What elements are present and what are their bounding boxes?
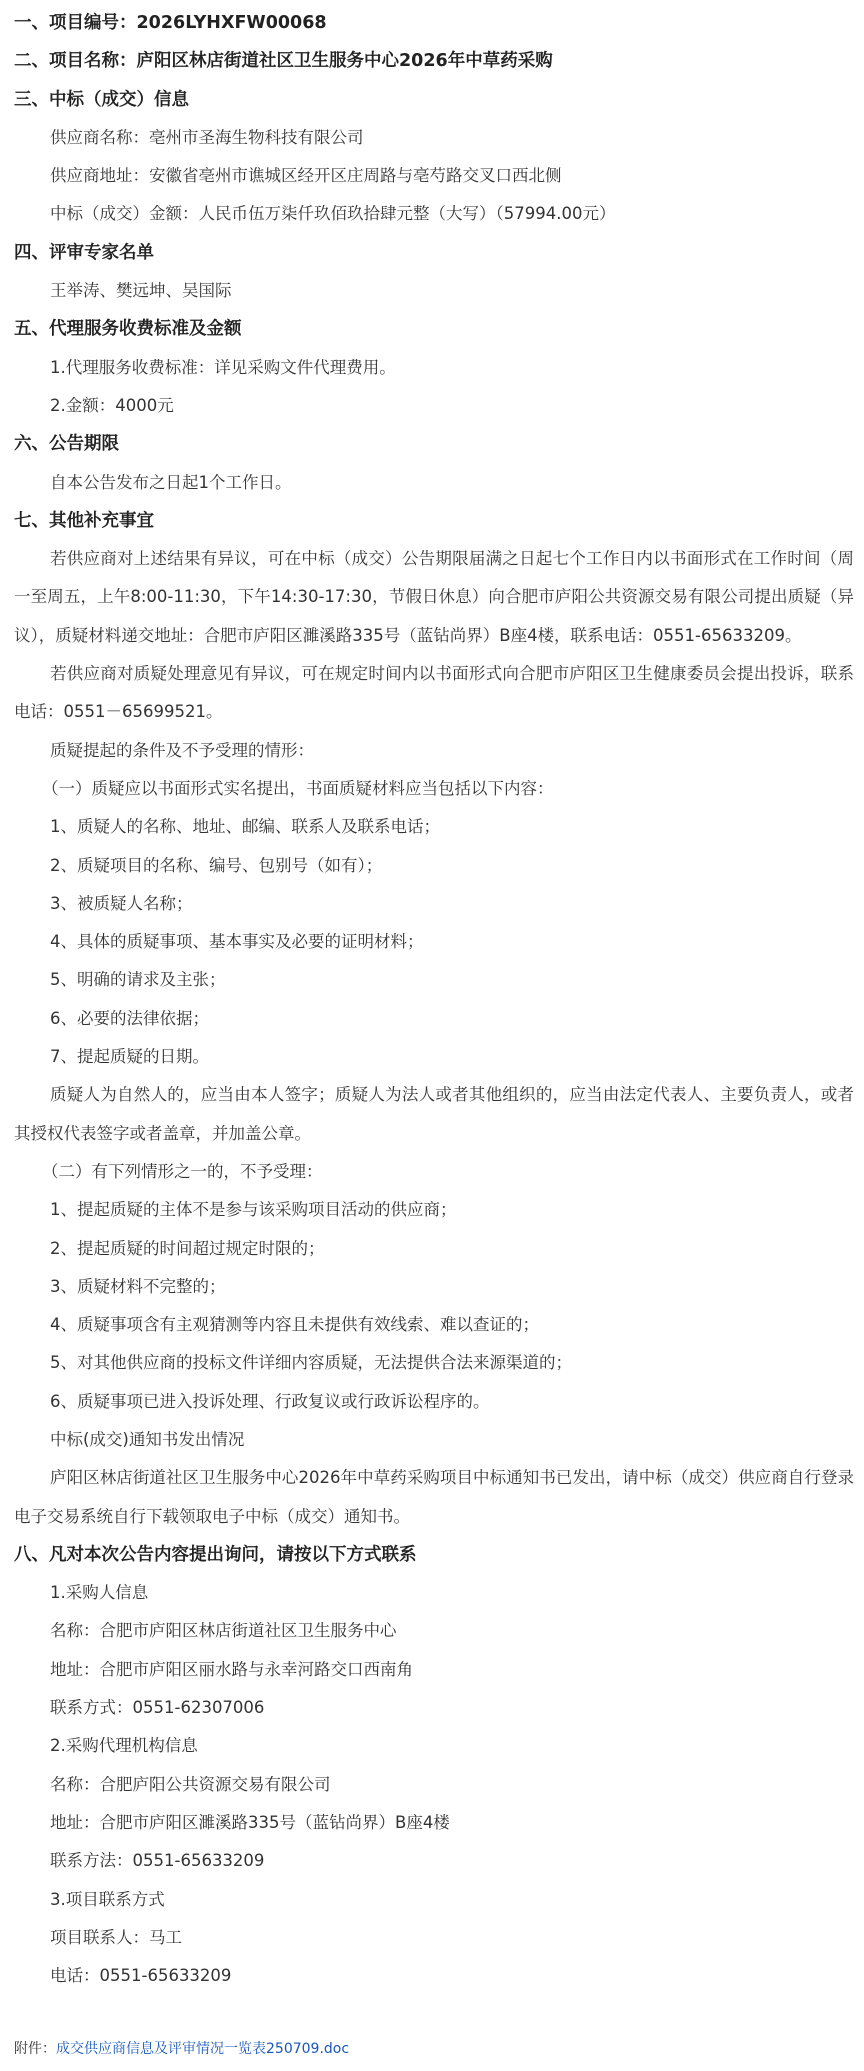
- requirement-item: 3、被质疑人名称；: [50, 893, 193, 913]
- rejection-item: 4、质疑事项含有主观猜测等内容且未提供有效线索、难以查证的；: [50, 1315, 539, 1335]
- rejection-item: 5、对其他供应商的投标文件详细内容质疑，无法提供合法来源渠道的；: [50, 1353, 572, 1373]
- buyer-address: 地址：合肥市庐阳区丽水路与永幸河路交口西南角: [50, 1659, 413, 1679]
- other-matters-heading: 七、其他补充事宜: [14, 510, 154, 531]
- buyer-contact: 联系方式：0551-62307006: [50, 1698, 265, 1718]
- agency-fee-amount: 2.金额：4000元: [50, 395, 174, 415]
- requirement-item: 2、质疑项目的名称、编号、包别号（如有）；: [50, 855, 383, 875]
- project-contact-phone: 电话：0551-65633209: [50, 1966, 232, 1986]
- objection-paragraph: 若供应商对上述结果有异议，可在中标（成交）公告期限届满之日起七个工作日内以书面形式在工作时间（周一至周五，上午8:00-11:30，下午14:30-17:30，节假日休息）向合肥市庐阳公共资源交易有限公司提出质疑（异议），质疑材料递交地址：合肥市庐阳区濉溪路335号（蓝钻尚界）B座4楼，联系电话：0551-65633209。: [14, 549, 854, 645]
- attachment-label: 附件：: [14, 2041, 56, 2057]
- rejection-item: 6、质疑事项已进入投诉处理、行政复议或行政诉讼程序的。: [50, 1391, 490, 1411]
- requirement-item: 7、提起质疑的日期。: [50, 1047, 209, 1067]
- requirement-item: 4、具体的质疑事项、基本事实及必要的证明材料；: [50, 932, 424, 952]
- signing-paragraph: 质疑人为自然人的，应当由本人签字；质疑人为法人或者其他组织的，应当由法定代表人、主要负责人，或者其授权代表签字或者盖章，并加盖公章。: [14, 1085, 854, 1143]
- requirement-item: 6、必要的法律依据；: [50, 1008, 209, 1028]
- expert-names: 王举涛、樊远坤、吴国际: [50, 281, 232, 301]
- contact-heading: 八、凡对本次公告内容提出询问，请按以下方式联系: [14, 1544, 417, 1565]
- rejection-item: 2、提起质疑的时间超过规定时限的；: [50, 1238, 325, 1258]
- award-notice-title: 中标(成交)通知书发出情况: [50, 1429, 245, 1449]
- rejection-conditions-title: （二）有下列情形之一的，不予受理：: [42, 1161, 323, 1181]
- attachment-file-link[interactable]: 成交供应商信息及评审情况一览表250709.doc: [56, 2041, 350, 2057]
- rejection-item: 3、质疑材料不完整的；: [50, 1276, 226, 1296]
- project-name-heading: 二、项目名称：庐阳区林店街道社区卫生服务中心2026年中草药采购: [14, 51, 553, 72]
- agent-address: 地址：合肥市庐阳区濉溪路335号（蓝钻尚界）B座4楼: [50, 1812, 450, 1832]
- project-contact-person: 项目联系人：马工: [50, 1927, 182, 1947]
- objection-requirements-title: （一）质疑应以书面形式实名提出，书面质疑材料应当包括以下内容：: [42, 778, 554, 798]
- buyer-name: 名称：合肥市庐阳区林店街道社区卫生服务中心: [50, 1621, 397, 1641]
- objection-conditions-title: 质疑提起的条件及不予受理的情形：: [50, 740, 314, 760]
- requirement-item: 1、质疑人的名称、地址、邮编、联系人及联系电话；: [50, 817, 440, 837]
- project-number-heading: 一、项目编号：2026LYHXFW00068: [14, 13, 327, 33]
- buyer-info-title: 1.采购人信息: [50, 1583, 149, 1603]
- project-contact-title: 3.项目联系方式: [50, 1889, 165, 1909]
- award-amount: 中标（成交）金额：人民币伍万柒仟玖佰玖拾肆元整（大写）（57994.00元）: [50, 204, 616, 224]
- notice-period-heading: 六、公告期限: [14, 434, 119, 455]
- agency-fee-heading: 五、代理服务收费标准及金额: [14, 319, 242, 340]
- agent-name: 名称：合肥庐阳公共资源交易有限公司: [50, 1774, 331, 1794]
- attachment-row: [14, 2034, 349, 2064]
- agency-fee-standard: 1.代理服务收费标准：详见采购文件代理费用。: [50, 357, 396, 377]
- award-info-heading: 三、中标（成交）信息: [14, 89, 189, 110]
- requirement-item: 5、明确的请求及主张；: [50, 970, 226, 990]
- supplier-name: 供应商名称：亳州市圣海生物科技有限公司: [50, 127, 364, 147]
- agent-contact: 联系方法：0551-65633209: [50, 1851, 265, 1871]
- complaint-paragraph: 若供应商对质疑处理意见有异议，可在规定时间内以书面形式向合肥市庐阳区卫生健康委员会提出投诉，联系电话：0551－65699521。: [14, 664, 854, 722]
- award-notice-paragraph: 庐阳区林店街道社区卫生服务中心2026年中草药采购项目中标通知书已发出，请中标（成交）供应商自行登录电子交易系统自行下载领取电子中标（成交）通知书。: [14, 1468, 854, 1526]
- rejection-item: 1、提起质疑的主体不是参与该采购项目活动的供应商；: [50, 1200, 457, 1220]
- notice-period-text: 自本公告发布之日起1个工作日。: [50, 472, 292, 492]
- agent-info-title: 2.采购代理机构信息: [50, 1736, 198, 1756]
- supplier-address: 供应商地址：安徽省亳州市谯城区经开区庄周路与亳芍路交叉口西北侧: [50, 166, 562, 186]
- expert-list-heading: 四、评审专家名单: [14, 242, 154, 263]
